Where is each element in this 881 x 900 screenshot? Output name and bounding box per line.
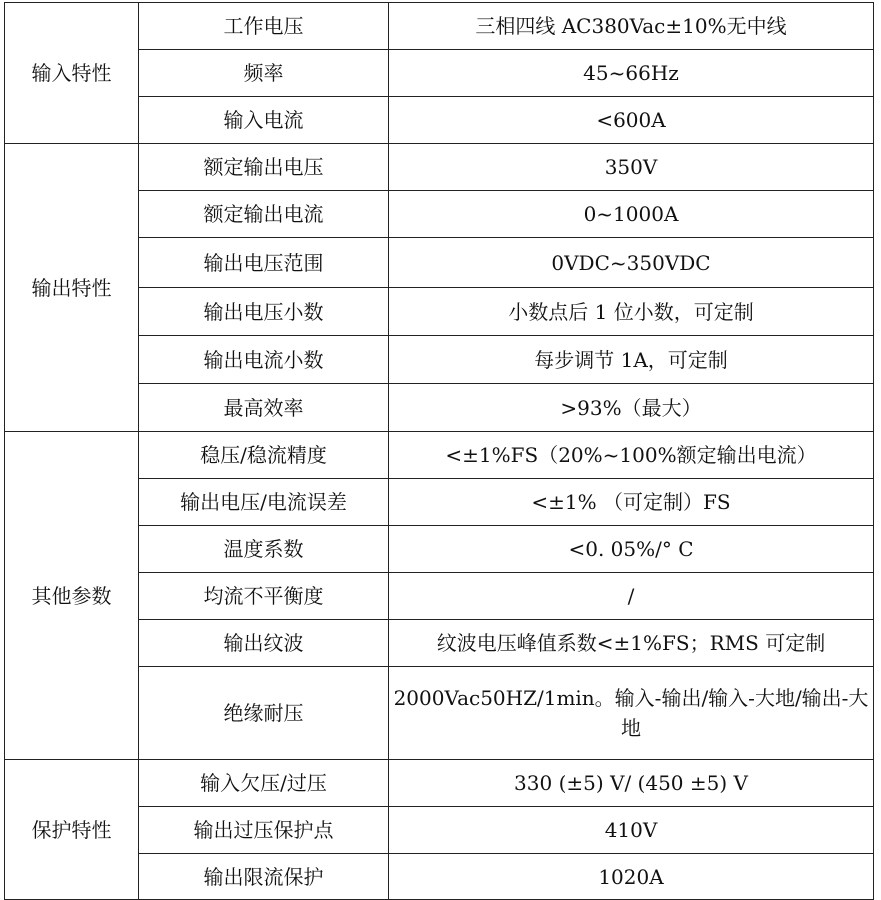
param-value: <±1% （可定制）FS	[389, 479, 874, 526]
param-name: 频率	[139, 50, 389, 97]
param-name: 绝缘耐压	[139, 667, 389, 760]
param-value: 330 (±5) V/ (450 ±5) V	[389, 760, 874, 807]
param-name: 稳压/稳流精度	[139, 432, 389, 479]
param-name: 最高效率	[139, 384, 389, 432]
spec-table	[4, 2, 874, 900]
param-name: 输入电流	[139, 97, 389, 144]
group-label-output: 输出特性	[5, 144, 139, 432]
param-value: <0. 05%/° C	[389, 526, 874, 573]
param-value: <600A	[389, 97, 874, 144]
table-row	[5, 3, 874, 50]
table-row	[5, 760, 874, 807]
group-label-other: 其他参数	[5, 432, 139, 760]
param-name: 均流不平衡度	[139, 573, 389, 620]
param-value: 0~1000A	[389, 191, 874, 238]
param-value: 0VDC~350VDC	[389, 238, 874, 288]
param-value: >93%（最大）	[389, 384, 874, 432]
param-value: 1020A	[389, 854, 874, 900]
param-value: 每步调节 1A，可定制	[389, 336, 874, 384]
param-value: 410V	[389, 807, 874, 854]
param-name: 额定输出电流	[139, 191, 389, 238]
param-value: 小数点后 1 位小数，可定制	[389, 288, 874, 336]
param-name: 输出电压/电流误差	[139, 479, 389, 526]
param-name: 工作电压	[139, 3, 389, 50]
param-name: 输出限流保护	[139, 854, 389, 900]
param-value: 45~66Hz	[389, 50, 874, 97]
param-value: /	[389, 573, 874, 620]
param-name: 输出纹波	[139, 620, 389, 667]
param-value: 纹波电压峰值系数<±1%FS；RMS 可定制	[389, 620, 874, 667]
table-row	[5, 144, 874, 191]
param-name: 额定输出电压	[139, 144, 389, 191]
param-value: 2000Vac50HZ/1min。输入-输出/输入-大地/输出-大 地	[389, 667, 874, 760]
param-value: <±1%FS（20%~100%额定输出电流）	[389, 432, 874, 479]
group-label-input: 输入特性	[5, 3, 139, 144]
table-row	[5, 432, 874, 479]
param-name: 输出电压范围	[139, 238, 389, 288]
param-name: 输出过压保护点	[139, 807, 389, 854]
param-value: 三相四线 AC380Vac±10%无中线	[389, 3, 874, 50]
param-name: 输入欠压/过压	[139, 760, 389, 807]
param-name: 输出电压小数	[139, 288, 389, 336]
group-label-protection: 保护特性	[5, 760, 139, 900]
param-value: 350V	[389, 144, 874, 191]
param-name: 输出电流小数	[139, 336, 389, 384]
param-name: 温度系数	[139, 526, 389, 573]
